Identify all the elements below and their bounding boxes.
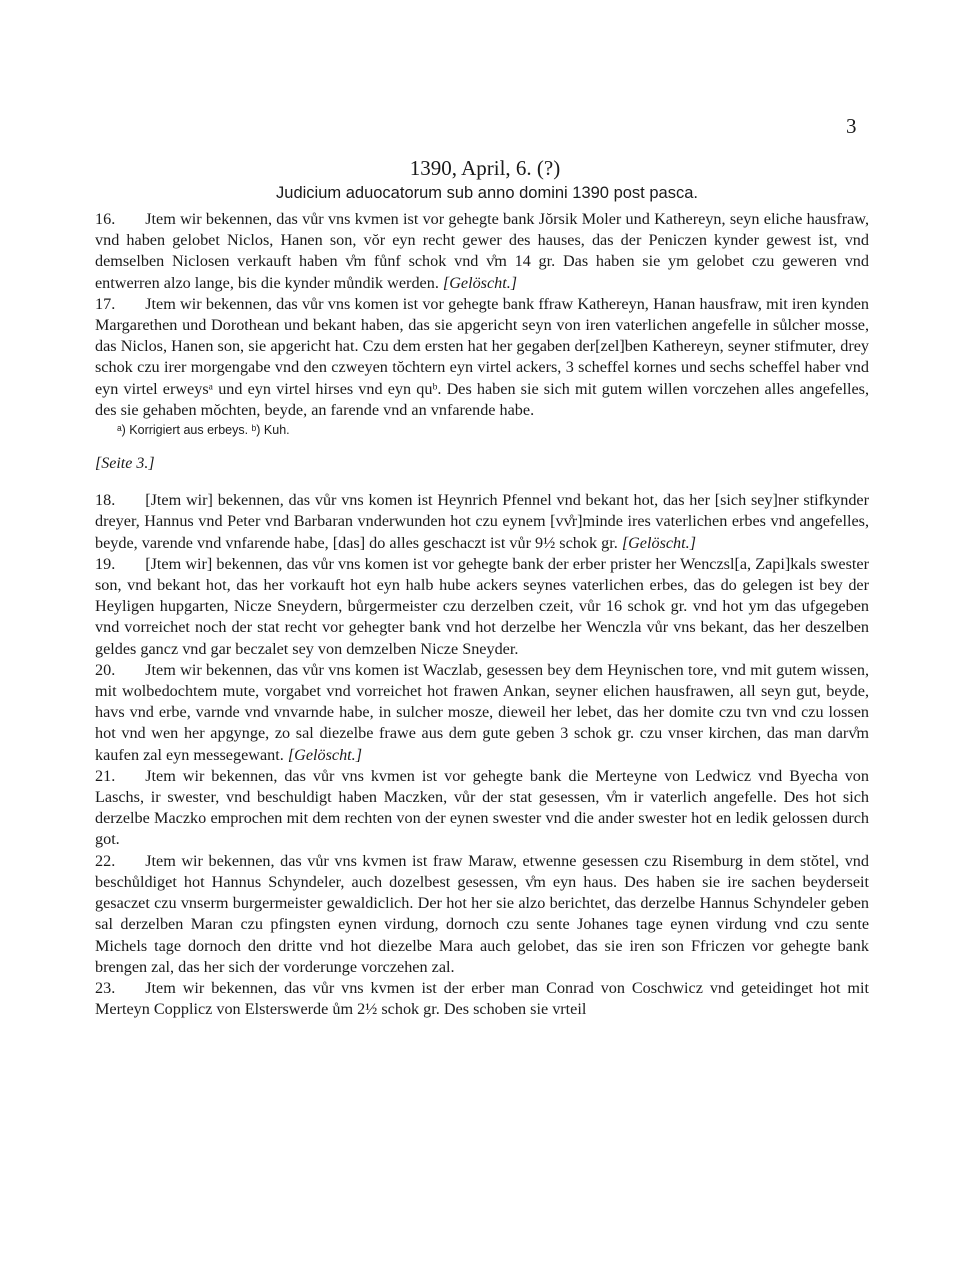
entry-number: 17. — [95, 294, 116, 313]
entry-text: Jtem wir bekennen, das vůr vns komen ist Waczlab, gesessen bey dem Heynischen tore, vnd mit gutem wissen, mit wolbedochtem mute, vorgabet vnd vorreichet hot frawen Ankan, seyner elichen hausfrawen, all seyn gut, beyde, havs vnd erbe, varnde vnd vnvarnde habe, in sulcher mosze, dieweil her lebet, das her domite czu tvn vnd czu lossen hot vnd wen her apgynge, zo sal diezelbe frawe aus dem gute geben 3 schok gr. czu vnser kirchen, das man darv̊m kaufen zal eyn messegewant. — [95, 660, 869, 764]
date-heading: 1390, April, 6. (?) — [409, 156, 561, 180]
subheading: Judicium aduocatorum sub anno domini 1390 post pasca. — [276, 184, 698, 202]
entry-text: Jtem wir bekennen, das vůr vns komen ist vor gehegte bank ffraw Kathereyn, Hanan hausfraw, mit iren kynden Margarethen und Dorothean und bekant haben, das sie apgericht seyn von iren vaterlichen angefelle in sůlcher mosse, das Niclos, Hanen son, sie apgericht hat. Czu dem ersten hat her gegaben der[zel]ben Kathereyn, seyner stifmuter, drey schok czu irer morgengabe vnd den czweyen tŏchtern eyn virtel ackers, 3 scheffel kornes und sechs scheffel haber vnd eyn virtel erweysᵃ und eyn virtel hirses vnd eyn quᵇ. Des haben sie sich mit gutem willen vorczehen alles angefelles, des sie gehaben mŏchten, beyde, an farende vnd an vnfarende habe. — [95, 294, 869, 419]
entry-text: Jtem wir bekennen, das vůr vns kvmen ist vor gehegte bank die Merteyne von Ledwicz vnd Byecha von Laschs, ir swester, vnd beschuldigt haben Maczken, vůr der stat gesessen, v̊m ir vaterlich angefelle. Des hot sich derzelbe Maczko emprochen mit dem rechten von der eynen swester vnd die ander swester hot en ledik gelossen durch got. — [95, 766, 869, 849]
entry-number: 23. — [95, 978, 116, 997]
document-body — [95, 209, 869, 1020]
entry-21 — [95, 766, 869, 851]
page-number: 3 — [846, 114, 857, 138]
entry-text: Jtem wir bekennen, das vůr vns kvmen ist der erber man Conrad von Coschwicz vnd geteidinget hot mit Merteyn Copplicz von Elsterswerde ům 2½ schok gr. Des schoben sie vrteil — [95, 978, 869, 1019]
entry-text: [Jtem wir] bekennen, das vůr vns komen ist vor gehegte bank der erber prister her Wenczsl[a, Zapi]kals swester son, vnd bekant hot, das her vorkauft hot eyn halb hube ackers seynes vaterlichen erbes, das do gelegen ist bey der Heyligen hupgarten, Nicze Sneydern, bůrgermeister czu derzelben czeit, vůr 16 schok gr. vnd hot ym das ufgegeben vnd vorreichet noch der stat recht vor gehegter bank vnd hot derzelbe her Wenczla vůr vns bekant, das her deszelben geldes gancz vnd gar beczalet sey von demzelben Nicze Sneyder. — [95, 554, 869, 658]
entry-17 — [95, 294, 869, 421]
entry-number: 21. — [95, 766, 116, 785]
entry-20 — [95, 660, 869, 766]
entry-note: [Gelöscht.] — [287, 745, 363, 764]
entry-number: 22. — [95, 851, 116, 870]
entry-18 — [95, 490, 869, 554]
entry-number: 20. — [95, 660, 116, 679]
entry-note: [Gelöscht.] — [442, 273, 518, 292]
page-marker: [Seite 3.] — [95, 455, 155, 473]
entry-number: 19. — [95, 554, 116, 573]
entry-note: [Gelöscht.] — [621, 533, 696, 552]
entry-16 — [95, 209, 869, 294]
entry-text: Jtem wir bekennen, das vůr vns kvmen ist vor gehegte bank Jŏrsik Moler und Kathereyn, seyn eliche hausfraw, vnd haben gelobet Niclos, Hanen son, vŏr eyn recht gewer des hauses, das der Peniczen kynder gewest ist, vnd demselben Niclosen verkauft haben v̊m fůnf schok vnd v̊m 14 gr. Das haben sie ym gelobet czu geweren vnd entwerren alzo lange, bis die kynder můndik werden. — [95, 210, 869, 292]
entry-text: [Jtem wir] bekennen, das vůr vns komen ist Heynrich Pfennel vnd bekant hot, das her [sich sey]ner stifkynder dreyer, Hannus vnd Peter vnd Barbaran vnderwunden hot czu eynem [vv̊r]minde ires vaterlichen erbes vnd angefelles, beyde, varende vnd vnfarende habe, [das] do alles geschaczt ist vůr 9½ schok gr. — [95, 491, 869, 552]
footnote: ᵃ) Korrigiert aus erbeys. ᵇ) Kuh. — [117, 423, 290, 438]
entry-number: 16. — [95, 210, 116, 228]
entry-text: Jtem wir bekennen, das vůr vns kvmen ist fraw Maraw, etwenne gesessen czu Risemburg in dem stŏtel, vnd beschůldiget hot Hannus Schyndeler, auch dozelbest gesessen, v̊m eyn haus. Des haben sie ire sachen beyderseit gesaczet czu vnserm burgermeister gewaldiclich. Der hot her sie alzo berichtet, das derzelbe Hannus Schyndeler geben sal derzelben Maran czu pfingsten eynen virdung, dornoch czu sente Johanes tage eynen virdung vnd czu sente Michels tage dornoch den dritte vnd hot diezelbe Mara auch gelobet, das sie iren son Ffriczen vor gehegte bank brengen zal, das her sich der vorderunge vorczehen zal. — [95, 851, 869, 976]
entry-22 — [95, 851, 869, 978]
entry-number: 18. — [95, 491, 116, 510]
entry-19 — [95, 554, 869, 660]
entry-23 — [95, 978, 869, 1020]
